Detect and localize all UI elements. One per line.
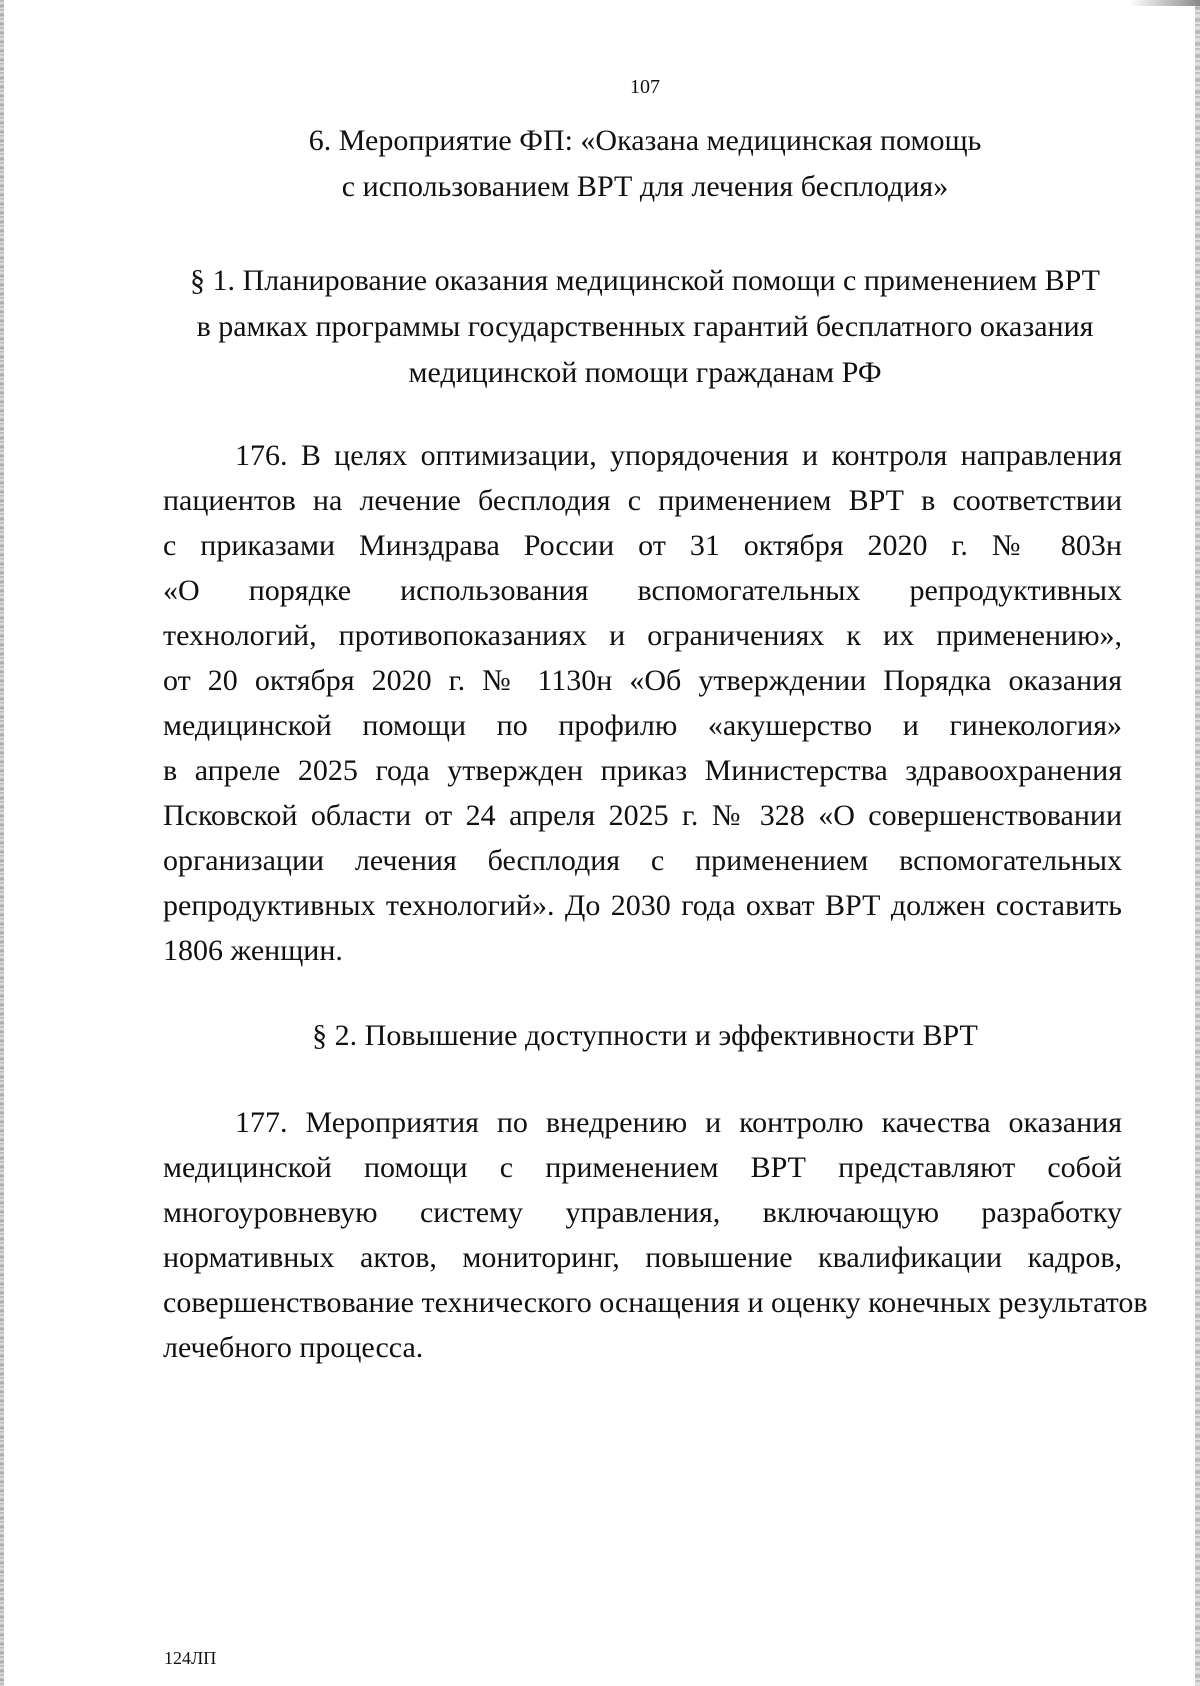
section-1-heading — [140, 258, 1150, 396]
scan-edge-left — [0, 0, 4, 1686]
document-title — [140, 118, 1150, 210]
paragraph-line: технологий, противопоказаниях и ограничениях к их применению», — [163, 619, 1122, 652]
paragraph-line: от 20 октября 2020 г. № 1130н «Об утверждении Порядка оказания — [163, 664, 1122, 697]
paragraph-line: многоуровневую систему управления, включающую разработку — [163, 1196, 1122, 1229]
title-line: с использованием ВРТ для лечения бесплодия» — [341, 170, 949, 203]
paragraph-176 — [163, 433, 1122, 973]
paragraph-line: нормативных актов, мониторинг, повышение квалификации кадров, — [163, 1241, 1122, 1274]
paragraph-line: пациентов на лечение бесплодия с применением ВРТ в соответствии — [163, 484, 1122, 517]
paragraph-line: 1806 женщин. — [163, 934, 343, 967]
paragraph-line: «О порядке использования вспомогательных репродуктивных — [163, 574, 1122, 607]
title-line: 6. Мероприятие ФП: «Оказана медицинская помощь — [308, 124, 982, 157]
paragraph-line: в апреле 2025 года утвержден приказ Министерства здравоохранения — [163, 754, 1122, 787]
section-1-heading-line: § 1. Планирование оказания медицинской помощи с применением ВРТ — [190, 264, 1100, 297]
paragraph-177 — [163, 1100, 1148, 1370]
section-1-heading-line: в рамках программы государственных гарантий бесплатного оказания — [196, 310, 1094, 343]
footer-code: 124ЛП — [164, 1648, 217, 1668]
scan-edge-corner — [1130, 0, 1200, 6]
section-2-heading — [140, 1013, 1150, 1059]
paragraph-line: организации лечения бесплодия с применением вспомогательных — [163, 844, 1122, 877]
paragraph-line: репродуктивных технологий». До 2030 года охват ВРТ должен составить — [163, 889, 1122, 922]
paragraph-line: с приказами Минздрава России от 31 октября 2020 г. № 803н — [163, 529, 1122, 562]
paragraph-line: 177. Мероприятия по внедрению и контролю качества оказания — [235, 1106, 1122, 1139]
section-1-heading-line: медицинской помощи гражданам РФ — [408, 356, 882, 389]
scan-edge-right — [1195, 0, 1200, 1686]
page-number: 107 — [630, 76, 660, 98]
paragraph-line: медицинской помощи с применением ВРТ представляют собой — [163, 1151, 1122, 1184]
paragraph-line: 176. В целях оптимизации, упорядочения и контроля направления — [235, 439, 1122, 472]
section-2-heading-line: § 2. Повышение доступности и эффективности ВРТ — [312, 1019, 978, 1052]
paragraph-line: лечебного процесса. — [163, 1331, 424, 1364]
paragraph-line: Псковской области от 24 апреля 2025 г. № 328 «О совершенствовании — [163, 799, 1122, 832]
paragraph-line: совершенствование технического оснащения и оценку конечных результатов — [163, 1286, 1148, 1319]
paragraph-line: медицинской помощи по профилю «акушерство и гинекология» — [163, 709, 1122, 742]
